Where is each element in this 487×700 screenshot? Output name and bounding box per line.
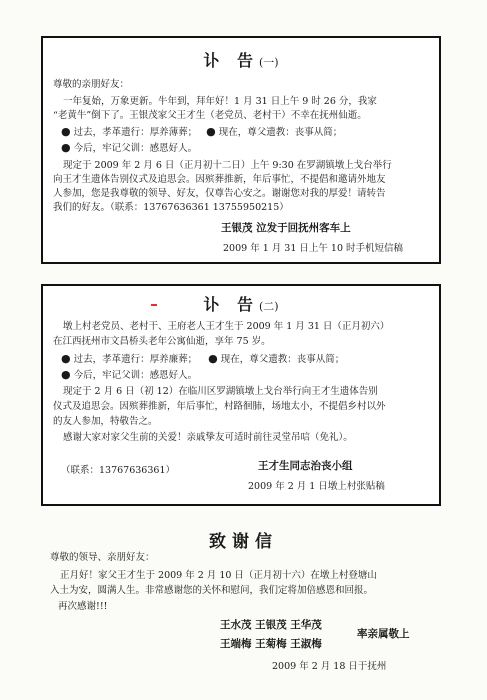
thanks-names-row2: 王端梅 王菊梅 王淑梅 <box>220 638 322 650</box>
obituary-notice-2 <box>41 284 441 506</box>
bullet-icon: ● <box>208 352 218 365</box>
notice1-bullet-row2: ● 今后，牢记父训：感恩好人。 <box>61 141 198 154</box>
bullet-icon: ● <box>61 352 71 365</box>
bullet-icon: ● <box>206 125 216 138</box>
notice2-bullet-row1: ● 过去，孝革遗行：厚养廉葬； ● 现在，尊父遗教：丧事从简； <box>61 352 345 365</box>
bullet-icon: ● <box>61 141 71 154</box>
thanks-line1: 正月好！家父王才生于 2009 年 2 月 10 日（正月初十六）在墩上村登塘山 <box>60 570 377 581</box>
notice2-para2-line3: 的友人参加，特敬告之。 <box>53 416 158 427</box>
notice1-date: 2009 年 1 月 31 日上午 10 时手机短信稿 <box>223 243 404 254</box>
notice2-date: 2009 年 2 月 1 日墩上村张贴稿 <box>248 481 385 492</box>
notice1-para2-line2: 向王才生遗体告别仪式及追思会。因殡葬推新，年后事忙，不提倡和邀请外地友 <box>53 174 386 185</box>
notice2-contact: （联系：13767636361） <box>61 465 175 476</box>
bullet-icon: ● <box>61 125 71 138</box>
notice1-signature: 王银茂 泣发于回抚州客车上 <box>221 222 351 234</box>
notice1-title: 讣 告(一) <box>203 51 279 70</box>
thanks-closing: 率亲属敬上 <box>357 628 410 640</box>
notice2-title-number: (二) <box>258 300 279 313</box>
thanks-salutation: 尊敬的领导、亲朋好友： <box>50 552 155 563</box>
thanks-date: 2009 年 2 月 18 日于抚州 <box>272 661 387 672</box>
thanks-line3: 再次感谢!!! <box>58 601 108 612</box>
notice1-para2-line1: 现定于 2009 年 2 月 6 日（正月初十二日）上午 9:30 在罗湖镇墩上戈台举行 <box>63 160 392 171</box>
notice1-para2-line3: 人参加，您是我尊敬的领导、好友，仅尊告心安之。谢谢您对我的厚爱！请转告 <box>53 188 386 199</box>
notice2-bullet-row2: ● 今后，牢记父训：感恩好人。 <box>61 368 198 381</box>
notice2-para1-line2: 在江西抚州市文昌桥头老年公寓仙逝，享年 75 岁。 <box>53 336 271 347</box>
notice2-para2-line2: 仪式及追思会。因殡葬推新，年后事忙，村路徊肺，场地太小，不提倡乡村以外 <box>53 401 386 412</box>
notice2-para1-line1: 墩上村老党员、老村干、王府老人王才生于 2009 年 1 月 31 日（正月初六） <box>63 321 390 332</box>
notice1-salutation: 尊敬的亲朋好友： <box>53 79 130 90</box>
thanks-names-row1: 王水茂 王银茂 王华茂 <box>220 619 322 631</box>
thanks-title: 致谢信 <box>209 532 278 552</box>
bullet-icon: ● <box>61 368 71 381</box>
notice2-signature: 王才生同志治丧小组 <box>258 460 353 472</box>
obituary-notice-1 <box>41 36 441 264</box>
thanks-line2: 入土为安，圆满人生。非常感谢您的关怀和慰问，我们定将加倍感恩和回报。 <box>50 585 374 596</box>
notice2-para3: 感谢大家对家父生前的关爱！亲戚挚友可适时前往灵堂吊唁（免礼）。 <box>63 432 353 443</box>
notice1-para2-line4: 我们的好友。（联系：13767636361 13755950215） <box>53 202 289 213</box>
notice1-para1-line1: 一年复始，万象更新。牛年到，拜年好！1 月 31 日上午 9 时 26 分，我家 <box>63 96 377 107</box>
notice1-title-number: (一) <box>258 56 279 69</box>
notice1-bullet-row1: ● 过去，孝革遗行：厚养薄葬； ● 现在，尊父遗教：丧事从简； <box>61 125 343 138</box>
notice1-para1-line2: “老黄牛”倒下了。王银茂家父王才生（老党员、老村干）不幸在抚州仙逝。 <box>53 110 367 121</box>
notice2-title: 讣 告(二) <box>203 295 279 314</box>
notice2-para2-line1: 现定于 2 月 6 日（初 12）在临川区罗湖镇墩上戈台举行向王才生遗体告别 <box>63 386 378 397</box>
